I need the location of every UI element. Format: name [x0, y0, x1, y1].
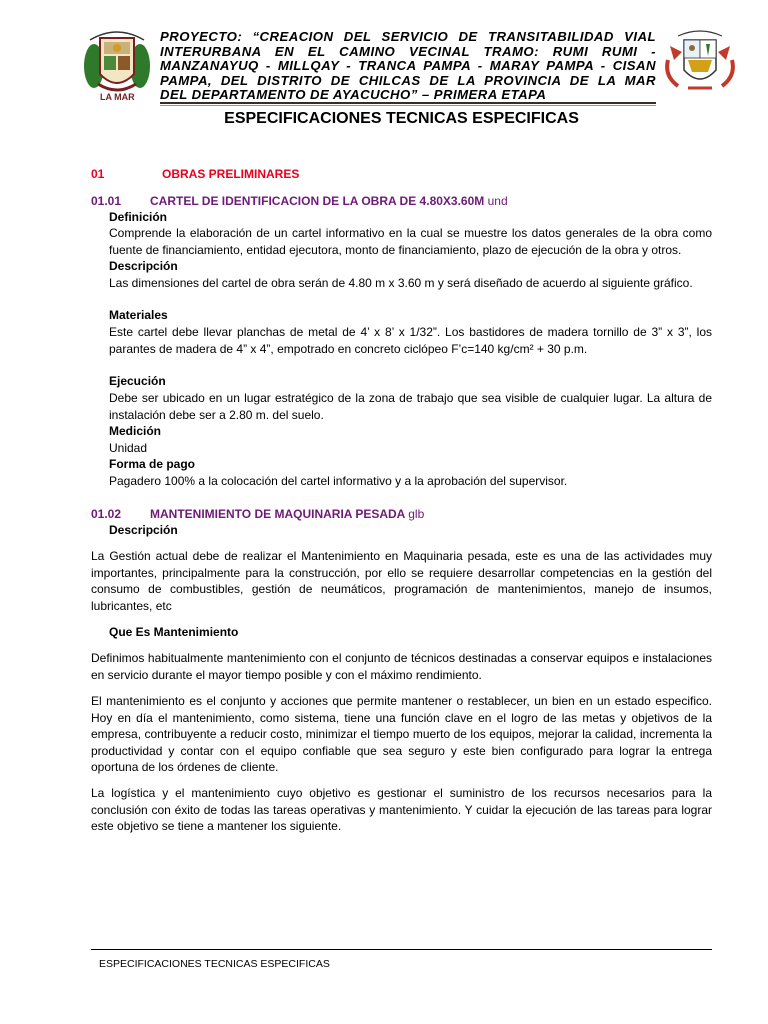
paragraph: La Gestión actual debe de realizar el Mantenimiento en Maquinaria pesada, este es una de las actividades muy importantes, principalmente para la construcción, por ello se requiere desarrollar competencias en la gestión del consumo de combustibles, gestión de neumáticos, programación de mantenimientos, manejo de insumos, lubricantes, etc	[91, 549, 712, 613]
subsection-unit: und	[487, 194, 508, 208]
definicion-label: Definición	[109, 210, 168, 224]
forma-de-pago-label: Forma de pago	[109, 457, 196, 471]
definicion-text: Comprende la elaboración de un cartel informativo en la cual se muestre los datos generales de la obra como fuente de financiamiento, entidad ejecutora, monto de financiamiento, plazo de ejecución de la obra y otros.	[109, 226, 712, 257]
materiales-text: Este cartel debe llevar planchas de metal de 4’ x 8’ x 1/32”. Los bastidores de madera tornillo de 3” x 3”, los parantes de madera de 4” x 4”, empotrado en concreto ciclópeo F’c=140 kg/cm² + 30 p.m.	[109, 325, 712, 356]
municipality-logo	[80, 26, 154, 102]
peru-coat-of-arms-icon	[662, 26, 738, 100]
descripcion-label: Descripción	[109, 259, 178, 273]
header-divider-accent	[160, 105, 656, 106]
section-number: 01	[91, 167, 105, 181]
project-line: PROYECTO: “CREACION DEL SERVICIO DE TRANSITABILIDAD VIAL	[160, 29, 656, 44]
ejecucion-label: Ejecución	[109, 374, 166, 388]
ejecucion-text: Debe ser ubicado en un lugar estratégico de la zona de trabajo que sea visible de cualquier lugar. La altura de instalación debe ser a 2.80 m. del suelo.	[109, 391, 712, 422]
national-emblem	[662, 26, 738, 100]
medicion-text: Unidad	[109, 441, 148, 455]
subsection-heading	[150, 507, 424, 521]
descripcion-label: Descripción	[109, 523, 178, 537]
medicion-label: Medición	[109, 424, 162, 438]
footer-text: ESPECIFICACIONES TECNICAS ESPECIFICAS	[99, 958, 330, 970]
subsection-unit: glb	[408, 507, 425, 521]
municipality-crest-icon	[80, 26, 154, 102]
logo-caption: LA MAR	[100, 92, 135, 102]
descripcion-text: Las dimensiones del cartel de obra serán de 4.80 m x 3.60 m y será diseñado de acuerdo al siguiente gráfico.	[109, 276, 693, 290]
subsection-title: CARTEL DE IDENTIFICACION DE LA OBRA DE 4.80X3.60M	[150, 194, 485, 208]
forma-de-pago-text: Pagadero 100% a la colocación del cartel informativo y a la aprobación del supervisor.	[109, 474, 568, 488]
paragraph: Definimos habitualmente mantenimiento con el conjunto de técnicos destinadas a conservar equipos e instalaciones en servicio durante el mayor tiempo posible y con el máximo rendimiento.	[91, 651, 712, 682]
project-line: DEL DEPARTAMENTO DE AYACUCHO” – PRIMERA ETAPA	[160, 87, 547, 103]
document-title: ESPECIFICACIONES TECNICAS ESPECIFICAS	[224, 110, 579, 127]
subsection-heading	[150, 194, 508, 208]
subsection-number: 01.01	[91, 194, 122, 208]
paragraph: El mantenimiento es el conjunto y acciones que permite mantener o restablecer, un bien en un estado especifico. Hoy en día el mantenimiento, como sistema, tiene una función clave en el logro de las metas y objetivos de la empresa, contribuyente a reducir costo, minimizar el tiempo muerto de los equipos, mejorar la calidad, incrementa la productividad y contar con el equipo confiable que sea seguro y este bien configurado para lograr la entrega oportuna de los órdenes de cliente.	[91, 694, 712, 775]
section-title: OBRAS PRELIMINARES	[162, 167, 300, 181]
que-es-mantenimiento-label: Que Es Mantenimiento	[109, 625, 239, 639]
subsection-number: 01.02	[91, 507, 122, 521]
project-line: INTERURBANA EN EL CAMINO VECINAL TRAMO: RUMI RUMI -	[160, 43, 656, 59]
materiales-label: Materiales	[109, 308, 168, 322]
project-line: PAMPA, DEL DISTRITO DE CHILCAS DE LA PROVINCIA DE LA MAR	[160, 72, 656, 88]
paragraph: La logística y el mantenimiento cuyo objetivo es gestionar el suministro de los recursos necesarios para la conclusión con éxito de todas las tareas operativas y mantenimiento. Y cuidar la ejecución de las tareas para lograr este objetivo se tiene a mantener los siguiente.	[91, 786, 712, 834]
header-divider	[160, 102, 656, 104]
project-header	[160, 30, 656, 103]
subsection-title: MANTENIMIENTO DE MAQUINARIA PESADA	[150, 507, 405, 521]
project-line: MANZANAYUQ - MILLQAY - TRANCA PAMPA - MARAY PAMPA - CISAN	[160, 58, 656, 74]
footer-divider	[91, 949, 712, 950]
